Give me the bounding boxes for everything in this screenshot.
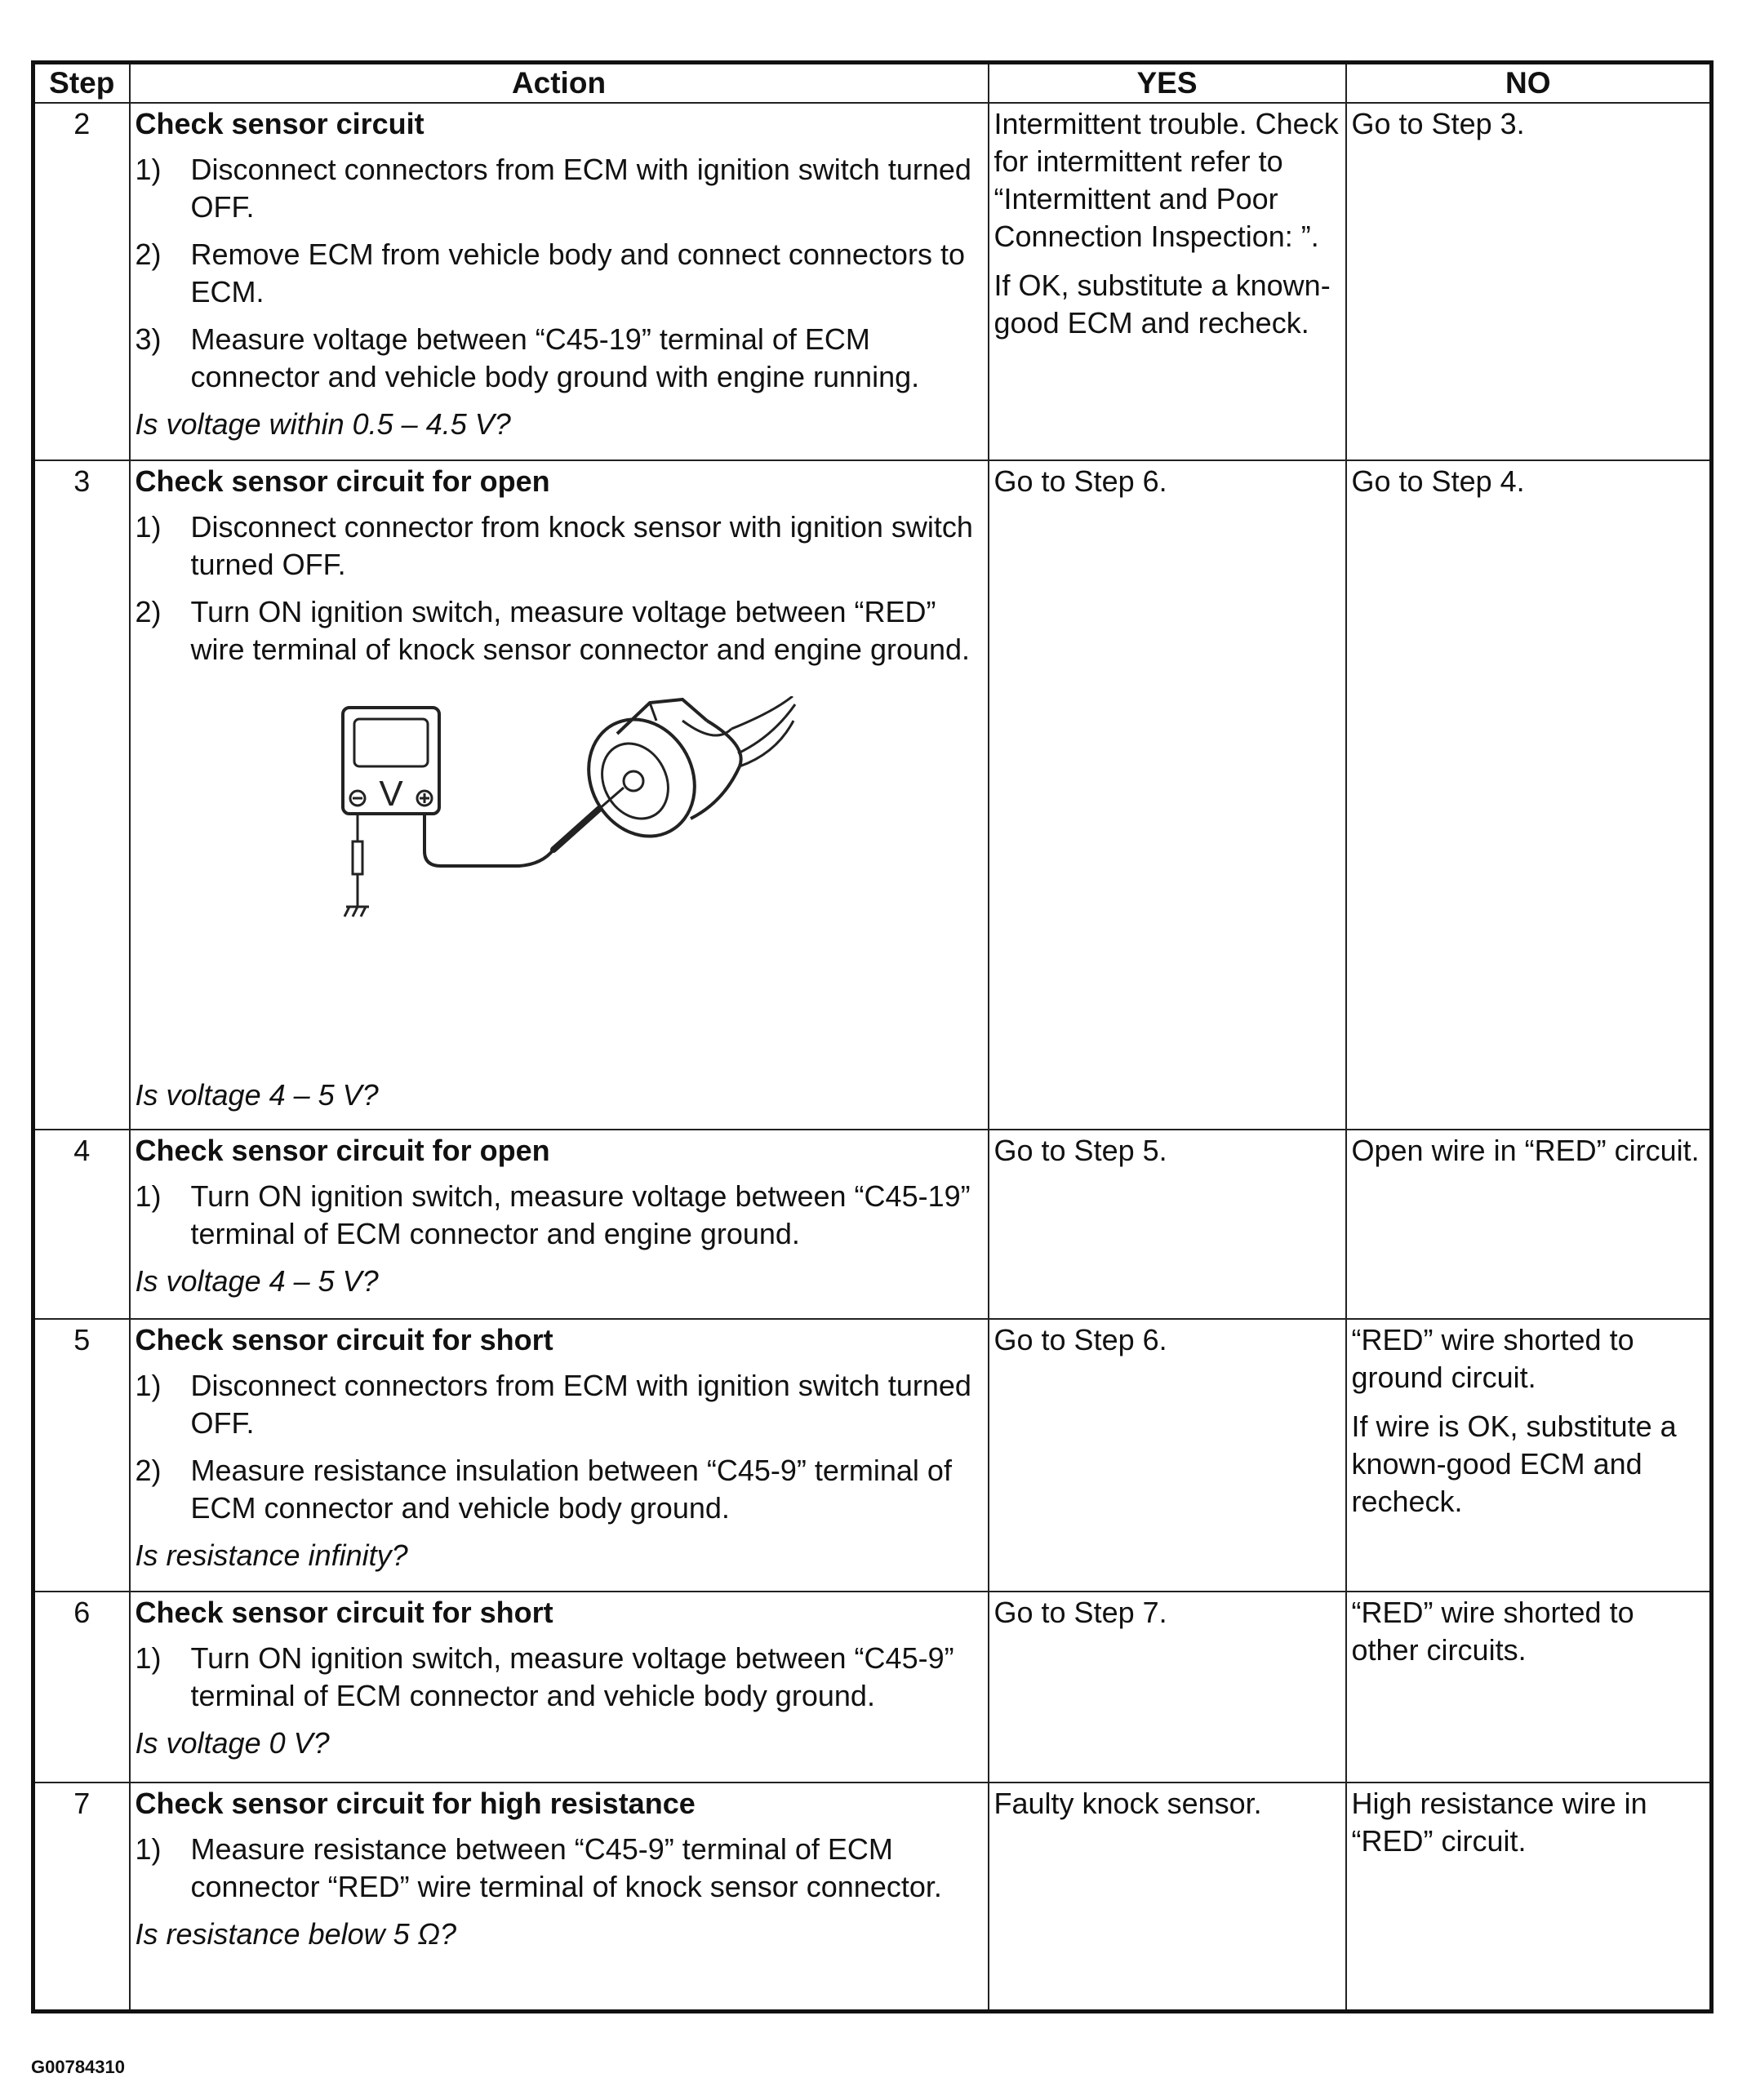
item-number: 2): [135, 595, 162, 628]
question: Is voltage 4 – 5 V?: [135, 1078, 379, 1112]
action-title: Check sensor circuit: [135, 107, 424, 140]
probe-icon: [353, 841, 362, 874]
item-number: 1): [135, 1369, 162, 1402]
no-cell: [1346, 1592, 1712, 1783]
no-cell: [1346, 1783, 1712, 2011]
no-cell: [1346, 1319, 1712, 1592]
step-number: 2: [33, 103, 130, 460]
action-title: Check sensor circuit for short: [135, 1323, 553, 1356]
header-action: Action: [130, 63, 989, 104]
item-text: Measure resistance between “C45-9” terminal of ECM connector “RED” wire terminal of knock sensor connector.: [190, 1832, 942, 1903]
item-text: Turn ON ignition switch, measure voltage between “C45-19” terminal of ECM connector and engine ground.: [190, 1179, 971, 1250]
item-number: 1): [135, 1641, 162, 1675]
header-no: NO: [1346, 63, 1712, 104]
table-row: [33, 1319, 1712, 1592]
no-cell: [1346, 103, 1712, 460]
action-title: Check sensor circuit for short: [135, 1596, 553, 1629]
voltmeter-connector-drawing: [340, 696, 797, 949]
action-title: Check sensor circuit for open: [135, 1134, 550, 1167]
header-yes: YES: [989, 63, 1346, 104]
action-title: Check sensor circuit for open: [135, 464, 550, 498]
table-row: [33, 103, 1712, 460]
table-row: [33, 1783, 1712, 2011]
no-text: High resistance wire in “RED” circuit.: [1351, 1787, 1647, 1858]
item-number: 3): [135, 322, 162, 356]
list-item: [136, 321, 983, 396]
step-number: 6: [33, 1592, 130, 1783]
no-text: “RED” wire shorted to other circuits.: [1351, 1596, 1634, 1667]
yes-cell: [989, 103, 1346, 460]
step-number: 5: [33, 1319, 130, 1592]
table-row: [33, 460, 1712, 1130]
list-item: [136, 236, 983, 311]
voltmeter-illustration: [136, 678, 983, 1077]
no-cell: [1346, 460, 1712, 1130]
item-text: Disconnect connector from knock sensor with ignition switch turned OFF.: [190, 510, 973, 581]
item-text: Measure voltage between “C45-19” terminal of ECM connector and vehicle body ground with engine running.: [190, 322, 920, 393]
yes-text: Go to Step 5.: [993, 1134, 1167, 1167]
question: Is resistance infinity?: [135, 1538, 408, 1572]
list-item: [136, 1831, 983, 1906]
list-item: [136, 1178, 983, 1253]
step-number: 7: [33, 1783, 130, 2011]
no-text: Go to Step 3.: [1351, 107, 1525, 140]
yes-text: Go to Step 6.: [993, 1323, 1167, 1356]
action-cell: [130, 103, 989, 460]
yes-cell: [989, 1592, 1346, 1783]
no-text: Go to Step 4.: [1351, 464, 1525, 498]
figure-code: G00784310: [31, 2057, 125, 2077]
probe-pin-icon: [553, 809, 599, 850]
yes-text: Faulty knock sensor.: [993, 1787, 1262, 1820]
header-step: Step: [33, 63, 130, 104]
yes-cell: [989, 1319, 1346, 1592]
yes-text: Go to Step 7.: [993, 1596, 1167, 1629]
item-text: Disconnect connectors from ECM with ignition switch turned OFF.: [190, 1369, 971, 1440]
yes-cell: [989, 1783, 1346, 2011]
test-lead: [424, 814, 553, 866]
no-text: If wire is OK, substitute a known-good ECM and recheck.: [1351, 1410, 1677, 1518]
item-text: Measure resistance insulation between “C45-9” terminal of ECM connector and vehicle body ground.: [190, 1454, 952, 1525]
step-number: 4: [33, 1130, 130, 1319]
knock-sensor-connector-icon: [568, 696, 794, 855]
meter-display: [354, 719, 428, 766]
list-item: [136, 1367, 983, 1442]
item-number: 2): [135, 1454, 162, 1487]
table-row: [33, 1592, 1712, 1783]
ground-icon: [344, 907, 369, 917]
yes-cell: [989, 460, 1346, 1130]
question: Is voltage 0 V?: [135, 1726, 330, 1760]
yes-text: Go to Step 6.: [993, 464, 1167, 498]
question: Is voltage 4 – 5 V?: [135, 1264, 379, 1298]
table-row: [33, 1130, 1712, 1319]
question: Is voltage within 0.5 – 4.5 V?: [135, 407, 511, 441]
list-item: [136, 151, 983, 226]
item-text: Remove ECM from vehicle body and connect connectors to ECM.: [190, 238, 965, 309]
yes-text: Intermittent trouble. Check for intermittent refer to “Intermittent and Poor Connection Inspection: ”.: [993, 107, 1339, 253]
no-text: Open wire in “RED” circuit.: [1351, 1134, 1700, 1167]
diagnostic-table: [31, 60, 1714, 2013]
list-item: [136, 1640, 983, 1715]
list-item: [136, 1452, 983, 1527]
header-row: [33, 63, 1712, 104]
action-cell: [130, 1592, 989, 1783]
list-item: [136, 508, 983, 584]
item-text: Disconnect connectors from ECM with ignition switch turned OFF.: [190, 153, 971, 224]
action-cell: [130, 1130, 989, 1319]
item-number: 1): [135, 510, 162, 544]
action-cell: [130, 1319, 989, 1592]
action-cell: [130, 460, 989, 1130]
item-text: Turn ON ignition switch, measure voltage between “C45-9” terminal of ECM connector and vehicle body ground.: [190, 1641, 954, 1712]
no-cell: [1346, 1130, 1712, 1319]
question: Is resistance below 5 Ω?: [135, 1917, 457, 1951]
no-text: “RED” wire shorted to ground circuit.: [1351, 1323, 1634, 1394]
item-text: Turn ON ignition switch, measure voltage between “RED” wire terminal of knock sensor connector and engine ground.: [190, 595, 971, 666]
item-number: 1): [135, 1832, 162, 1866]
item-number: 1): [135, 1179, 162, 1213]
action-cell: [130, 1783, 989, 2011]
item-number: 1): [135, 153, 162, 186]
item-number: 2): [135, 238, 162, 271]
yes-text: If OK, substitute a known-good ECM and recheck.: [993, 269, 1331, 340]
meter-symbol: V: [378, 774, 403, 814]
step-number: 3: [33, 460, 130, 1130]
yes-cell: [989, 1130, 1346, 1319]
action-title: Check sensor circuit for high resistance: [135, 1787, 696, 1820]
list-item: [136, 593, 983, 668]
